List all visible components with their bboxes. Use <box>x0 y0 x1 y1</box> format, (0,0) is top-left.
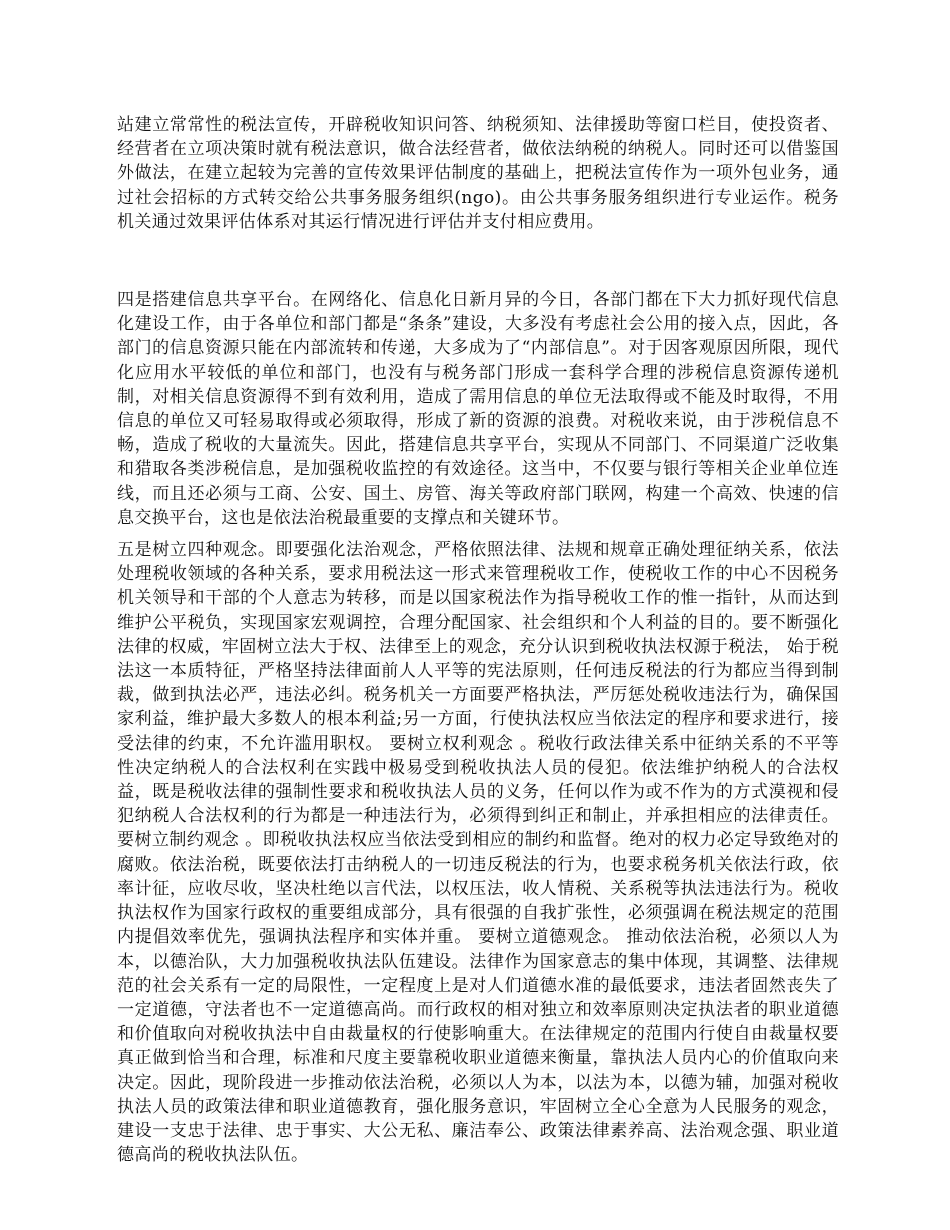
paragraph-tax-publicity: 站建立常常性的税法宣传，开辟税收知识问答、纳税须知、法律援助等窗口栏目，使投资者、经营者在立项决策时就有税法意识，做合法经营者，做依法纳税的纳税人。同时还可以借鉴国外做法，在建立起较为完善的宣传效果评估制度的基础上，把税法宣传作为一项外包业务，通过社会招标的方式转交给公共事务服务组织(ngo)。由公共事务服务组织进行专业运作。税务机关通过效果评估体系对其运行情况进行评估并支付相应费用。 <box>117 115 839 232</box>
paragraph-four-concepts: 五是树立四种观念。即要强化法治观念，严格依照法律、法规和规章正确处理征纳关系，依法处理税收领域的各种关系，要求用税法这一形式来管理税收工作，使税收工作的中心不因税务机关领导和干部的个人意志为转移，而是以国家税法作为指导税收工作的惟一指针，从而达到维护公平税负，实现国家宏观调控，合理分配国家、社会组织和个人利益的目的。要不断强化法律的权威，牢固树立法大于权、法律至上的观念，充分认识到税收执法权源于税法， 始于税法这一本质特征，严格坚持法律面前人人平等的宪法原则，任何违反税法的行为都应当得到制裁，做到执法必严，违法必纠。税务机关一方面要严格执法，严厉惩处税收违法行为，确保国家利益，维护最大多数人的根本利益;另一方面，行使执法权应当依法定的程序和要求进行，接受法律的约束，不允许滥用职权。 要树立权利观念 。税收行政法律关系中征纳关系的不平等性决定纳税人的合法权利在实践中极易受到税收执法人员的侵犯。依法维护纳税人的合法权益，既是税收法律的强制性要求和税收执法人员的义务，任何以作为或不作为的方式漠视和侵犯纳税人合法权利的行为都是一种违法行为，必须得到纠正和制止，并承担相应的法律责任。 要树立制约观念 。即税收执法权应当依法受到相应的制约和监督。绝对的权力必定导致绝对的腐败。依法治税，既要依法打击纳税人的一切违反税法的行为，也要求税务机关依法行政，依率计征，应收尽收，坚决杜绝以言代法，以权压法，收人情税、关系税等执法违法行为。税收执法权作为国家行政权的重要组成部分，具有很强的自我扩张性，必须强调在税法规定的范围内提倡效率优先，强调执法程序和实体并重。 要树立道德观念。 推动依法治税，必须以人为本，以德治队，大力加强税收执法队伍建设。法律作为国家意志的集中体现，其调整、法律规范的社会关系有一定的局限性，一定程度上是对人们道德水准的最低要求，违法者固然丧失了一定道德，守法者也不一定道德高尚。而行政权的相对独立和效率原则决定执法者的职业道德和价值取向对税收执法中自由裁量权的行使影响重大。在法律规定的范围内行使自由裁量权要真正做到恰当和合理，标准和尺度主要靠税收职业道德来衡量，靠执法人员内心的价值取向来决定。因此，现阶段进一步推动依法治税，必须以人为本，以法为本，以德为辅，加强对税收执法人员的政策法律和职业道德教育，强化服务意识，牢固树立全心全意为人民服务的观念，建设一支忠于法律、忠于事实、大公无私、廉洁奉公、政策法律素养高、法治观念强、职业道德高尚的税收执法队伍。 <box>117 540 839 1166</box>
paragraph-information-sharing: 四是搭建信息共享平台。在网络化、信息化日新月异的今日，各部门都在下大力抓好现代信息化建设工作，由于各单位和部门都是“条条”建设，大多没有考虑社会公用的接入点，因此，各部门的信息资源只能在内部流转和传递，大多成为了“内部信息”。对于因客观原因所限，现代化应用水平较低的单位和部门，也没有与税务部门形成一套科学合理的涉税信息资源传递机制，对相关信息资源得不到有效利用，造成了需用信息的单位无法取得或不能及时取得，不用信息的单位又可轻易取得或必须取得，形成了新的资源的浪费。对税收来说，由于涉税信息不畅，造成了税收的大量流失。因此，搭建信息共享平台，实现从不同部门、不同渠道广泛收集和猎取各类涉税信息，是加强税收监控的有效途径。这当中，不仅要与银行等相关企业单位连线，而且还必须与工商、公安、国土、房管、海关等政府部门联网，构建一个高效、快速的信息交换平台，这也是依法治税最重要的支撑点和关键环节。 <box>117 290 839 528</box>
document-body <box>117 113 839 1167</box>
